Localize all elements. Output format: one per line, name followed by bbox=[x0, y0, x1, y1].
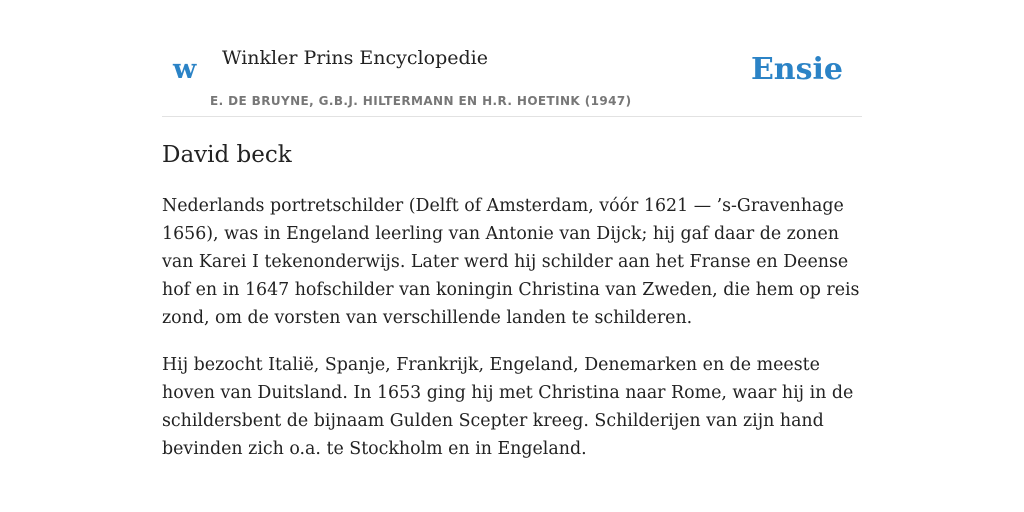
book-authors: E. DE BRUYNE, G.B.J. HILTERMANN EN H.R. HOETINK (1947) bbox=[210, 94, 632, 108]
entry-paragraph: Nederlands portretschilder (Delft of Amsterdam, vóór 1621 — ’s-Gravenhage 1656), was in Engeland leerling van Antonie van Dijck; hij gaf daar de zonen van Karei I tekenonderwijs. Later werd hij schilder aan het Franse en Deense hof en in 1647 hofschilder van koningin Christina van Zweden, die hem op reis zond, om de vorsten van verschillende landen te schilderen. bbox=[162, 196, 860, 328]
entry-body bbox=[162, 192, 862, 482]
book-logo[interactable]: w bbox=[173, 54, 197, 85]
entry-paragraph: Hij bezocht Italië, Spanje, Frankrijk, Engeland, Denemarken en de meeste hoven van Duitsland. In 1653 ging hij met Christina naar Rome, waar hij in de schildersbent de bijnaam Gulden Scepter kreeg. Schilderijen van zijn hand bevinden zich o.a. te Stockholm en in Engeland. bbox=[162, 355, 854, 459]
book-header bbox=[162, 0, 862, 117]
page bbox=[162, 0, 862, 512]
ensie-logo[interactable]: Ensie bbox=[750, 52, 843, 87]
book-title[interactable]: Winkler Prins Encyclopedie bbox=[222, 47, 488, 69]
entry-title: David beck bbox=[162, 142, 292, 168]
